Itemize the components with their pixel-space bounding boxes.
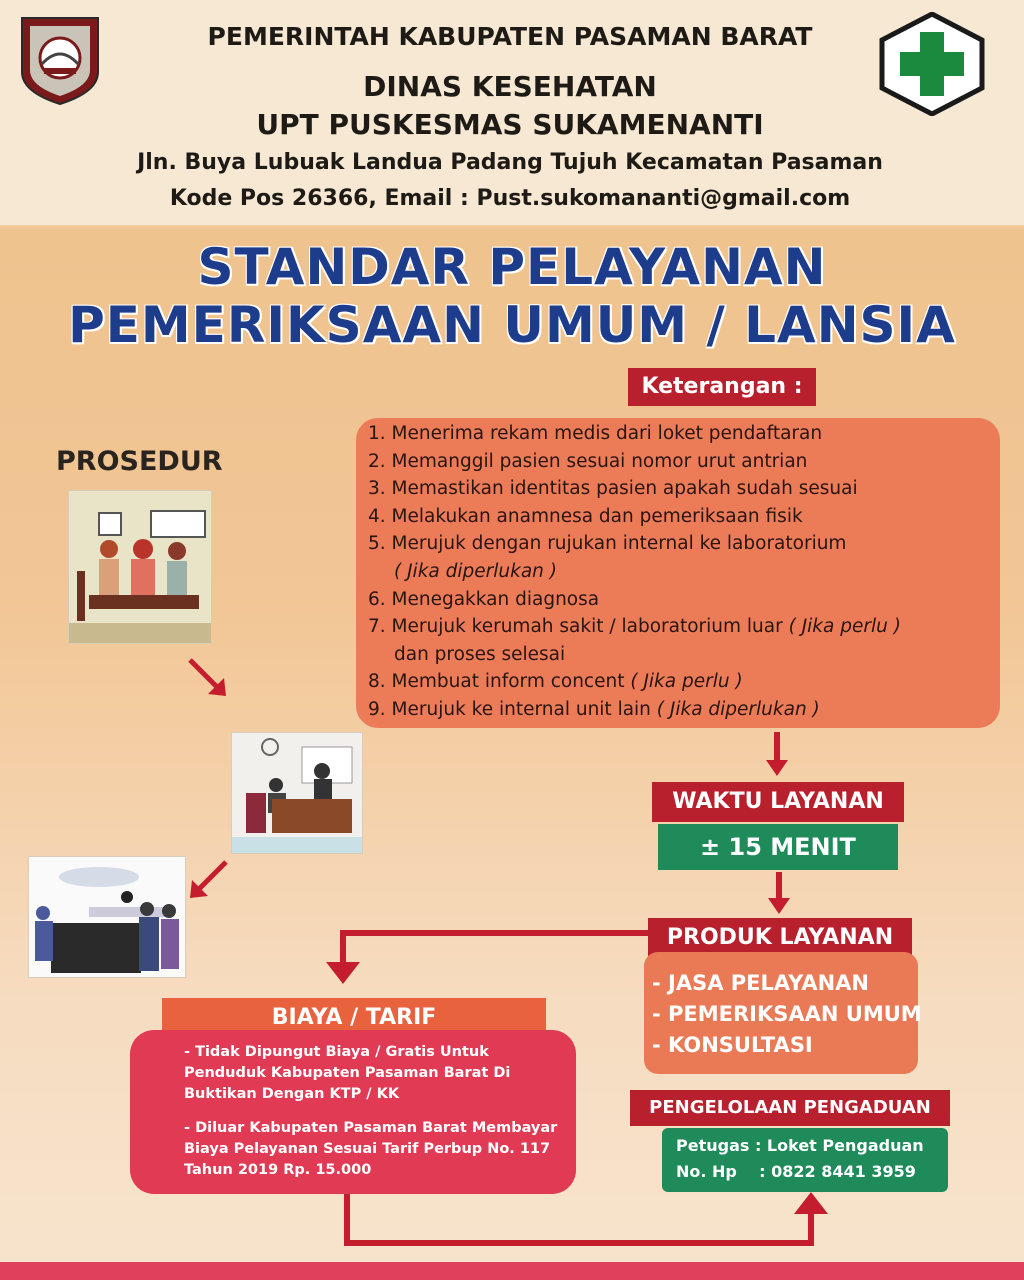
bottom-border (0, 1262, 1024, 1280)
title-line2: PEMERIKSAAN UMUM / LANSIA (68, 296, 956, 354)
consultation-illustration (231, 732, 363, 854)
connector-line (344, 1240, 814, 1246)
biaya-label: BIAYA / TARIF (162, 998, 546, 1038)
header-address: Jln. Buya Lubuak Landua Padang Tujuh Kecamatan Pasaman (137, 150, 883, 175)
produk-item: - PEMERIKSAAN UMUM (652, 1002, 922, 1026)
step-item: 7. Merujuk kerumah sakit / laboratorium luar ( Jika perlu ) (368, 616, 901, 638)
biaya-item-free: - Tidak Dipungut Biaya / Gratis Untuk Penduduk Kabupaten Pasaman Barat Di Buktikan Dengan KTP / KK (184, 1044, 511, 1102)
title-line1: STANDAR PELAYANAN (197, 238, 827, 296)
pengaduan-phone: No. Hp : 0822 8441 3959 (676, 1162, 916, 1181)
step-item: 5. Merujuk dengan rujukan internal ke laboratorium (368, 533, 847, 555)
regency-emblem-icon (18, 14, 102, 106)
step-item: 2. Memanggil pasien sesuai nomor urut antrian (368, 450, 808, 472)
connector-line (340, 930, 648, 936)
biaya-item-paid: - Diluar Kabupaten Pasaman Barat Membayar Biaya Pelayanan Sesuai Tarif Perbup No. 117 Tahun 2019 Rp. 15.000 (184, 1120, 558, 1178)
arrow-down-right-icon (186, 656, 230, 700)
arrow-down-icon (764, 732, 790, 778)
produk-item: - JASA PELAYANAN (652, 971, 869, 995)
waiting-room-illustration (68, 490, 212, 644)
header-unit: UPT PUSKESMAS SUKAMENANTI (256, 108, 764, 141)
step-item: 3. Memastikan identitas pasien apakah sudah sesuai (368, 478, 858, 500)
service-counter-illustration (28, 856, 186, 978)
waktu-label: WAKTU LAYANAN (652, 782, 904, 822)
step-item-note: ( Jika diperlukan ) (394, 560, 557, 582)
step-item: 6. Menegakkan diagnosa (368, 588, 600, 610)
connector-line (344, 1194, 350, 1246)
header-government: PEMERINTAH KABUPATEN PASAMAN BARAT (207, 22, 813, 51)
arrow-down-left-icon (186, 858, 230, 902)
produk-list (652, 968, 922, 1061)
waktu-value: ± 15 MENIT (658, 824, 898, 870)
step-item: 1. Menerima rekam medis dari loket pendaftaran (368, 423, 823, 444)
step-item: 9. Merujuk ke internal unit lain ( Jika diperlukan ) (368, 698, 820, 720)
step-item: 4. Melakukan anamnesa dan pemeriksaan fisik (368, 505, 803, 527)
arrow-down-icon (766, 872, 792, 916)
prosedur-label: PROSEDUR (56, 446, 223, 477)
steps-list (368, 420, 998, 724)
pengaduan-label: PENGELOLAAN PENGADUAN (630, 1090, 950, 1126)
produk-item: - KONSULTASI (652, 1033, 813, 1057)
pengaduan-panel (662, 1128, 948, 1192)
header-contact: Kode Pos 26366, Email : Pust.sukomananti@gmail.com (169, 186, 851, 211)
keterangan-label: Keterangan : (628, 368, 816, 406)
header-agency: DINAS KESEHATAN (363, 70, 657, 103)
produk-label: PRODUK LAYANAN (648, 918, 912, 958)
pengaduan-petugas: Petugas : Loket Pengaduan (676, 1136, 924, 1155)
step-item-continuation: dan proses selesai (394, 643, 566, 665)
arrow-up-icon (794, 1192, 828, 1216)
step-item: 8. Membuat inform concent ( Jika perlu ) (368, 671, 743, 693)
arrow-down-icon (326, 962, 360, 986)
